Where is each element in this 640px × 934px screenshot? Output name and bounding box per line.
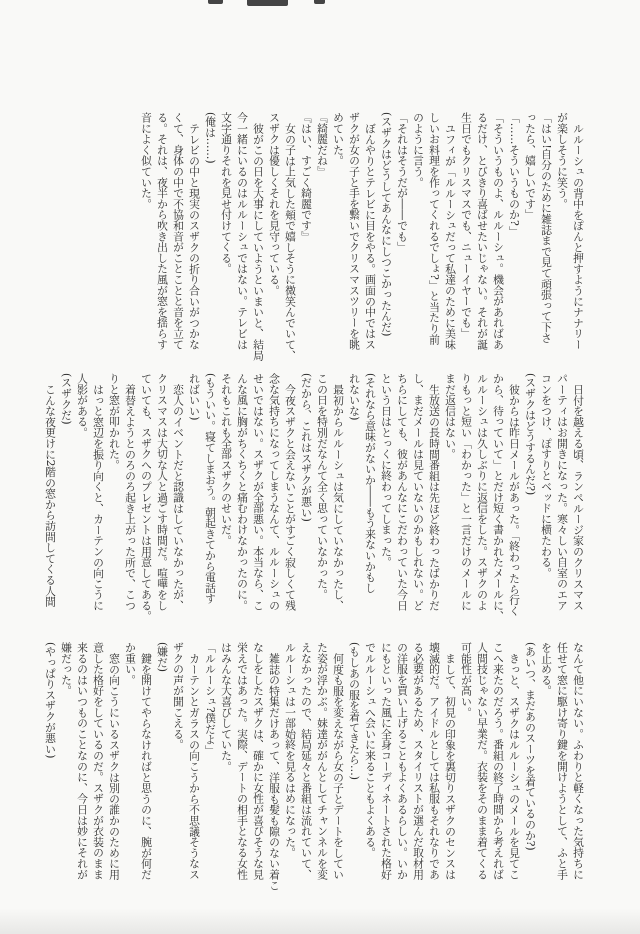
text-column: が楽しそうに笑う。 (556, 112, 569, 210)
text-column: にもといった風に全身コーディネートされた格好 (380, 642, 393, 880)
text-column: なんて他にいない。ふわりと軽くなった気持ちに (572, 642, 585, 880)
text-column: きっと、スザクはルルーシュのメールを見てこ (508, 652, 521, 880)
scan-artifact (314, 0, 325, 4)
text-column: せいではない。スザクが全部悪い。本当なら、こ (252, 373, 265, 611)
text-column: はっと窓辺を振り向くと、カーテンの向こうに (92, 383, 105, 611)
text-band-middle (42, 373, 586, 636)
text-band-bottom (42, 642, 586, 905)
text-column: を止める。 (540, 642, 553, 696)
text-column: りと窓が叩かれた。 (108, 373, 121, 471)
text-column: ったら、嬉しいです」 (524, 112, 537, 220)
text-column: それもこれも全部スザクのせいだ。 (220, 373, 233, 546)
text-column: た姿が浮かぶ。妹達ががんとしてチャンネルを変 (316, 642, 329, 880)
text-column: なしをしたスザクは、確かに女性が喜びそうな見 (252, 642, 265, 880)
text-column: 栄えではあった。実際、デートの相手となる女性 (236, 642, 249, 880)
text-column: めていた。 (332, 112, 345, 166)
text-column: 「それはそうだが――でも」 (396, 112, 409, 253)
text-column: れないな) (348, 373, 361, 421)
text-column: 音によく似ていた。 (140, 112, 153, 210)
text-column: 今夜スザクと会えないことがすごく寂しくて残 (284, 383, 297, 611)
text-column: 恋人のイベントだと認識はしていなかったが、 (172, 383, 185, 611)
text-column: スザクは優しくそれを見守っている。 (268, 112, 281, 296)
text-column: ザクが女の子と手を繋いでクリスマスツリーを眺 (348, 112, 361, 350)
text-column: 女の子は上気した頬で嬉しそうに微笑んでいて、 (284, 122, 297, 361)
text-column: 嫌だった。 (60, 642, 73, 696)
text-column: 可能性が高い。 (460, 642, 473, 718)
text-column: 『はい、すごく綺麗です』 (300, 112, 313, 242)
text-column: でルルーシュへ会いに来ることもよくある。 (364, 642, 377, 858)
text-column: 日付を越える頃、ランペルージ家のクリスマス (572, 383, 585, 611)
text-column: 来るのはいつものことなのに、今日は妙にそれが (76, 642, 89, 880)
text-column: から、待っていて」とだけ短く書かれたメールに、 (492, 373, 505, 622)
text-column: ルルーシュの背中をぽんと押すようにナナリー (572, 122, 585, 350)
text-column: 生放送の長時間番組は先ほど終わったばかりだ (428, 383, 441, 611)
text-column: 何度も服を変えながら女の子とデートをしてい (332, 652, 345, 880)
text-column: (嫌だ) (156, 642, 169, 673)
text-column: 念な気持ちになってしまうなんて、ルルーシュの (268, 373, 281, 611)
text-column: (だから、これはスザクが悪い) (300, 373, 313, 522)
text-column: えなかったので、結局延々と番組は流れていて、 (300, 642, 313, 880)
text-column: 彼からは昨日メールがあった。「終わったら行く (508, 383, 521, 616)
text-column: コンをつけ、ぽすりとベッドに横たわる。 (540, 373, 553, 579)
text-column: ていても、スザクへのプレゼントは用意してある。 (140, 373, 153, 622)
text-column: カーテンとガラスの向こうから不思議そうなス (188, 652, 201, 880)
text-column: し、まだメールは見ていないのかもしれない。ど (412, 373, 425, 611)
text-column: ユフィが「ルルーシュだって私達のために美味 (444, 122, 457, 350)
text-column: この日を特別だなんて全く思っていなかった。 (316, 373, 329, 600)
text-column: (やっぱりスザクが悪い) (44, 642, 57, 759)
text-band-top (138, 112, 586, 375)
text-column: ザクの声が聞こえる。 (172, 642, 185, 750)
text-column: 彼がこの日を大事にしていようといまいと、結局 (252, 122, 265, 361)
text-column: ぼんやりとテレビに目をやる。画面の中ではス (364, 122, 377, 350)
text-column: はみんな大喜びしていた。 (220, 642, 233, 772)
text-column: の洋服を買い上げることもよくあるらしい。いか (396, 642, 409, 880)
text-column: りもっと短い「わかった」と一言だけのメールに (460, 373, 473, 611)
text-column: 今一緒にいるのはルルーシュではない。テレビは (236, 112, 249, 350)
text-column: 「そういうものよ、ルルーシュ。機会があればあ (492, 112, 505, 350)
text-column: 「ルルーシュ?僕だよ」 (204, 642, 217, 756)
text-column: 「はい!自分のために雑誌まで見て頑張って下さ (540, 112, 553, 344)
text-column: しいお料理を作ってくれるでしょ?」と当たり前 (428, 112, 441, 345)
text-column: 雑誌の特集だけあって、洋服も髪も隙のない着こ (268, 652, 281, 891)
text-column: 任せて窓に駆け寄り鍵を開けようとして、ふと手 (556, 642, 569, 880)
text-column: 窓の向こうにいるスザクは別の誰かのために用 (108, 652, 121, 880)
text-column: 人影がある。 (76, 373, 89, 438)
text-column: んな風に胸がちくちくと痛むわけなかったのに。 (236, 373, 249, 611)
text-column: (スザクはどうするんだ?) (524, 373, 537, 496)
scan-artifact (247, 0, 288, 6)
text-column: クリスマスは大切な人と過ごす時間だ。喧嘩をし (156, 373, 169, 611)
text-column: 壊滅的だ。アイドルとしては私服もそれなりであ (428, 642, 441, 880)
text-column: 着替えようとのろのろ起き上がった所で、こつ (124, 383, 137, 611)
text-column: る。それは、夜半から吹き出した風が窓を揺らす (156, 112, 169, 350)
text-column: という日はとっくに終わってしまった。 (380, 373, 393, 568)
text-column: ちらにしても、彼があんなにこだわっていた今日 (396, 373, 409, 611)
text-column: 鍵を開けてやらなければと思うのに、腕が何だ (140, 652, 153, 880)
text-column: テレビの中と現実のスザクの折り合いがつかな (188, 122, 201, 350)
text-column: ればいい) (188, 373, 201, 421)
text-column: る必要があるため、スタイリストが選んだ取材用 (412, 642, 425, 880)
text-column: 『綺麗だね』 (316, 112, 329, 177)
text-column: くて、身体の中で不協和音がことことと音を立て (172, 112, 185, 350)
text-column: 最初からルルーシュは気にしていなかったし、 (332, 383, 345, 611)
text-column: か重い。 (124, 642, 137, 686)
text-column: るだけ、とびきり喜ばせたいじゃない。それが誕 (476, 112, 489, 350)
text-column: ルルーシュは久しぶりに返信をした。スザクのよ (476, 373, 489, 611)
text-column: まして、初見の印象を裏切りスザクのセンスは (444, 652, 457, 880)
text-column: 意した格好をしているのだ。スザクが衣装のまま (92, 642, 105, 880)
text-column: パーティはお開きになった。寒々しい自室のエア (556, 373, 569, 611)
text-column: こへ来たのだろう。番組の終了時間から考えれば (492, 642, 505, 880)
text-column: 文字通りそれを見せ付けてくる。 (220, 112, 233, 274)
text-column: 生日でもクリスマスでも、ニューイヤーでも」 (460, 112, 473, 339)
text-column: 人間技じゃない早業だ。衣装をそのまま着てくる (476, 642, 489, 880)
scan-artifact (208, 0, 223, 4)
text-column: ルルーシュは一部始終を見るはめになった。 (284, 642, 297, 858)
text-column: (それなら意味がないか――もう来ないかもし (364, 373, 377, 594)
text-column: のように言う。 (412, 112, 425, 188)
text-column: (もしあの服を着てきたら…) (348, 642, 361, 781)
text-column: (スザクだ) (60, 373, 73, 425)
text-column: (俺は……) (204, 112, 217, 164)
text-column: (あいつ、まだあのスーツを着ているのか?) (524, 642, 537, 851)
text-column: まだ返信はない。 (444, 373, 457, 460)
text-column: (もういい。寝てしまおう。朝起きてから電話す (204, 373, 217, 605)
text-column: 「……そういうものか?」 (508, 112, 521, 237)
text-column: こんな夜更けに2階の窓から訪問してくる人間 (44, 383, 57, 607)
text-column: (スザクはどうしてあんなにしつこかったんだ) (380, 112, 393, 337)
